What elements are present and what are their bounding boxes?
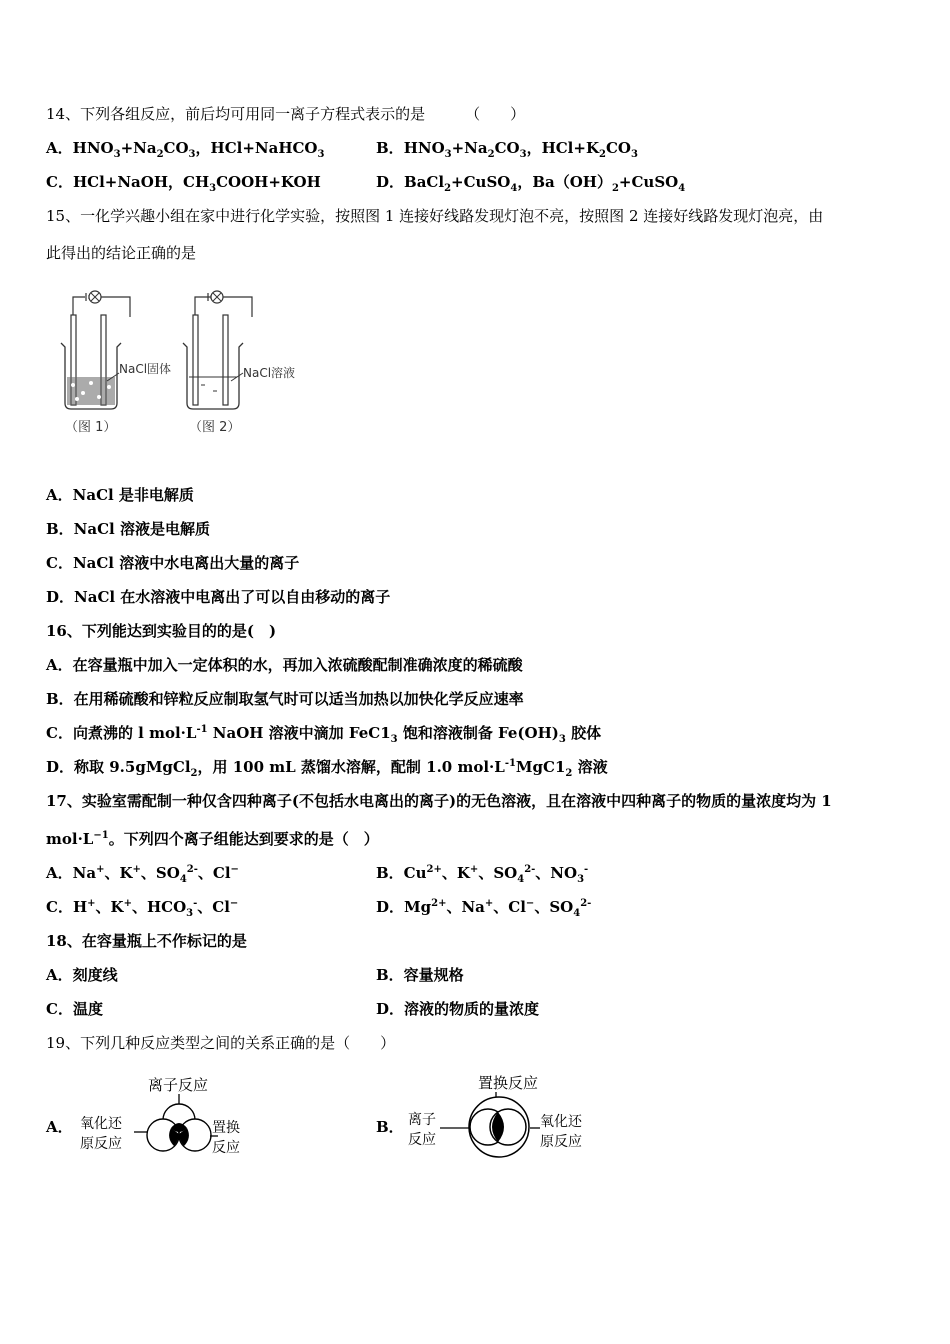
q17-option-d: D．$Mg^{2+}$、Na+、Cl−、$SO_4^{2-}$ [376, 898, 592, 919]
q18-option-d: D．溶液的物质的量浓度 [376, 1000, 540, 1018]
q18-option-a: A．刻度线 [46, 966, 118, 984]
q19-figure-b [406, 1070, 606, 1160]
figure-1-apparatus [61, 291, 171, 435]
q19-option-a-label: A． [46, 1118, 73, 1136]
beaker [183, 343, 243, 409]
svg-text:反应: 反应 [212, 1140, 240, 1156]
svg-text:置换: 置换 [212, 1120, 240, 1136]
figure-2-apparatus [183, 291, 295, 435]
svg-text:原反应: 原反应 [80, 1136, 122, 1152]
q16-option-a: A．在容量瓶中加入一定体积的水，再加入浓硫酸配制准确浓度的稀硫酸 [46, 656, 523, 674]
q14-stem: 14、下列各组反应，前后均可用同一离子方程式表示的是 （ ） [46, 105, 526, 123]
q15-stem-line2: 此得出的结论正确的是 [46, 244, 197, 262]
q15-stem-line1: 15、一化学兴趣小组在家中进行化学实验，按照图 1 连接好线路发现灯泡不亮，按照图 2 连接好线路发现灯泡亮，由 [46, 207, 824, 225]
q19-figure-a [76, 1070, 276, 1160]
q14-option-c: C．HCl+NaOH，$CH_3COOH+KOH$ [46, 173, 321, 194]
q17-stem-line1: 17、实验室需配制一种仅含四种离子(不包括水电离出的离子)的无色溶液，且在溶液中四种离子的物质的量浓度均为 1 [46, 792, 832, 810]
svg-text:（图 2）: （图 2） [189, 420, 241, 435]
q19-stem: 19、下列几种反应类型之间的关系正确的是（ ） [46, 1034, 396, 1052]
svg-text:离子: 离子 [408, 1112, 436, 1128]
q14-option-a: A．$HNO_3+Na_2CO_3$，HCl+NaHCO$_3$ [46, 139, 325, 160]
svg-text:NaCl溶液: NaCl溶液 [243, 366, 296, 380]
svg-text:离子反应: 离子反应 [148, 1076, 209, 1094]
q15-option-c: C．NaCl 溶液中水电离出大量的离子 [46, 554, 300, 572]
q16-stem: 16、下列能达到实验目的的是( ) [46, 622, 277, 640]
q18-stem: 18、在容量瓶上不作标记的是 [46, 932, 247, 950]
svg-text:NaCl固体: NaCl固体 [119, 362, 172, 376]
svg-text:反应: 反应 [408, 1132, 436, 1148]
svg-text:（图 1）: （图 1） [65, 420, 117, 435]
q17-option-c: C．H+、K+、$HCO_3^-$、Cl− [46, 898, 239, 919]
q15-option-b: B．NaCl 溶液是电解质 [46, 520, 210, 538]
q15-option-a: A．NaCl 是非电解质 [46, 486, 194, 504]
svg-text:置换反应: 置换反应 [478, 1074, 539, 1092]
q19-option-b-label: B． [376, 1118, 404, 1136]
svg-text:原反应: 原反应 [540, 1134, 582, 1150]
q16-option-b: B．在用稀硫酸和锌粒反应制取氢气时可以适当加热以加快化学反应速率 [46, 690, 524, 708]
q16-option-c: C．向煮沸的 l $mol\cdot L^{-1}$ NaOH 溶液中滴加 $FeC1_3$ 饱和溶液制备 $Fe(OH)_3$ 胶体 [46, 724, 602, 745]
q18-option-b: B．容量规格 [376, 966, 464, 984]
q17-option-a: A．Na+、K+、$SO_4^{2-}$、Cl− [46, 864, 239, 885]
q16-option-d: D．称取 9.5gMgCl$_2$，用 100 mL 蒸馏水溶解，配制 1.0 $mol\cdot L^{-1}MgC1_2$ 溶液 [46, 758, 608, 779]
q14-option-b: B．$HNO_3+Na_2CO_3$，$HCl+K_2CO_3$ [376, 139, 638, 160]
q18-option-c: C．温度 [46, 1000, 103, 1018]
q17-stem-line2: $mol\cdot L^{-1}$。下列四个离子组能达到要求的是（ ） [46, 830, 379, 848]
q17-option-b: B．$Cu^{2+}$、K+、$SO_4^{2-}$、$NO_3^-$ [376, 864, 589, 885]
svg-text:氧化还: 氧化还 [540, 1114, 582, 1130]
svg-text:氧化还: 氧化还 [80, 1116, 122, 1132]
q15-apparatus-figure [55, 285, 315, 445]
q15-option-d: D．NaCl 在水溶液中电离出了可以自由移动的离子 [46, 588, 391, 606]
q14-option-d: D．BaCl$_2$+CuSO$_4$，$Ba(OH)_2+CuSO_4$ [376, 173, 686, 194]
